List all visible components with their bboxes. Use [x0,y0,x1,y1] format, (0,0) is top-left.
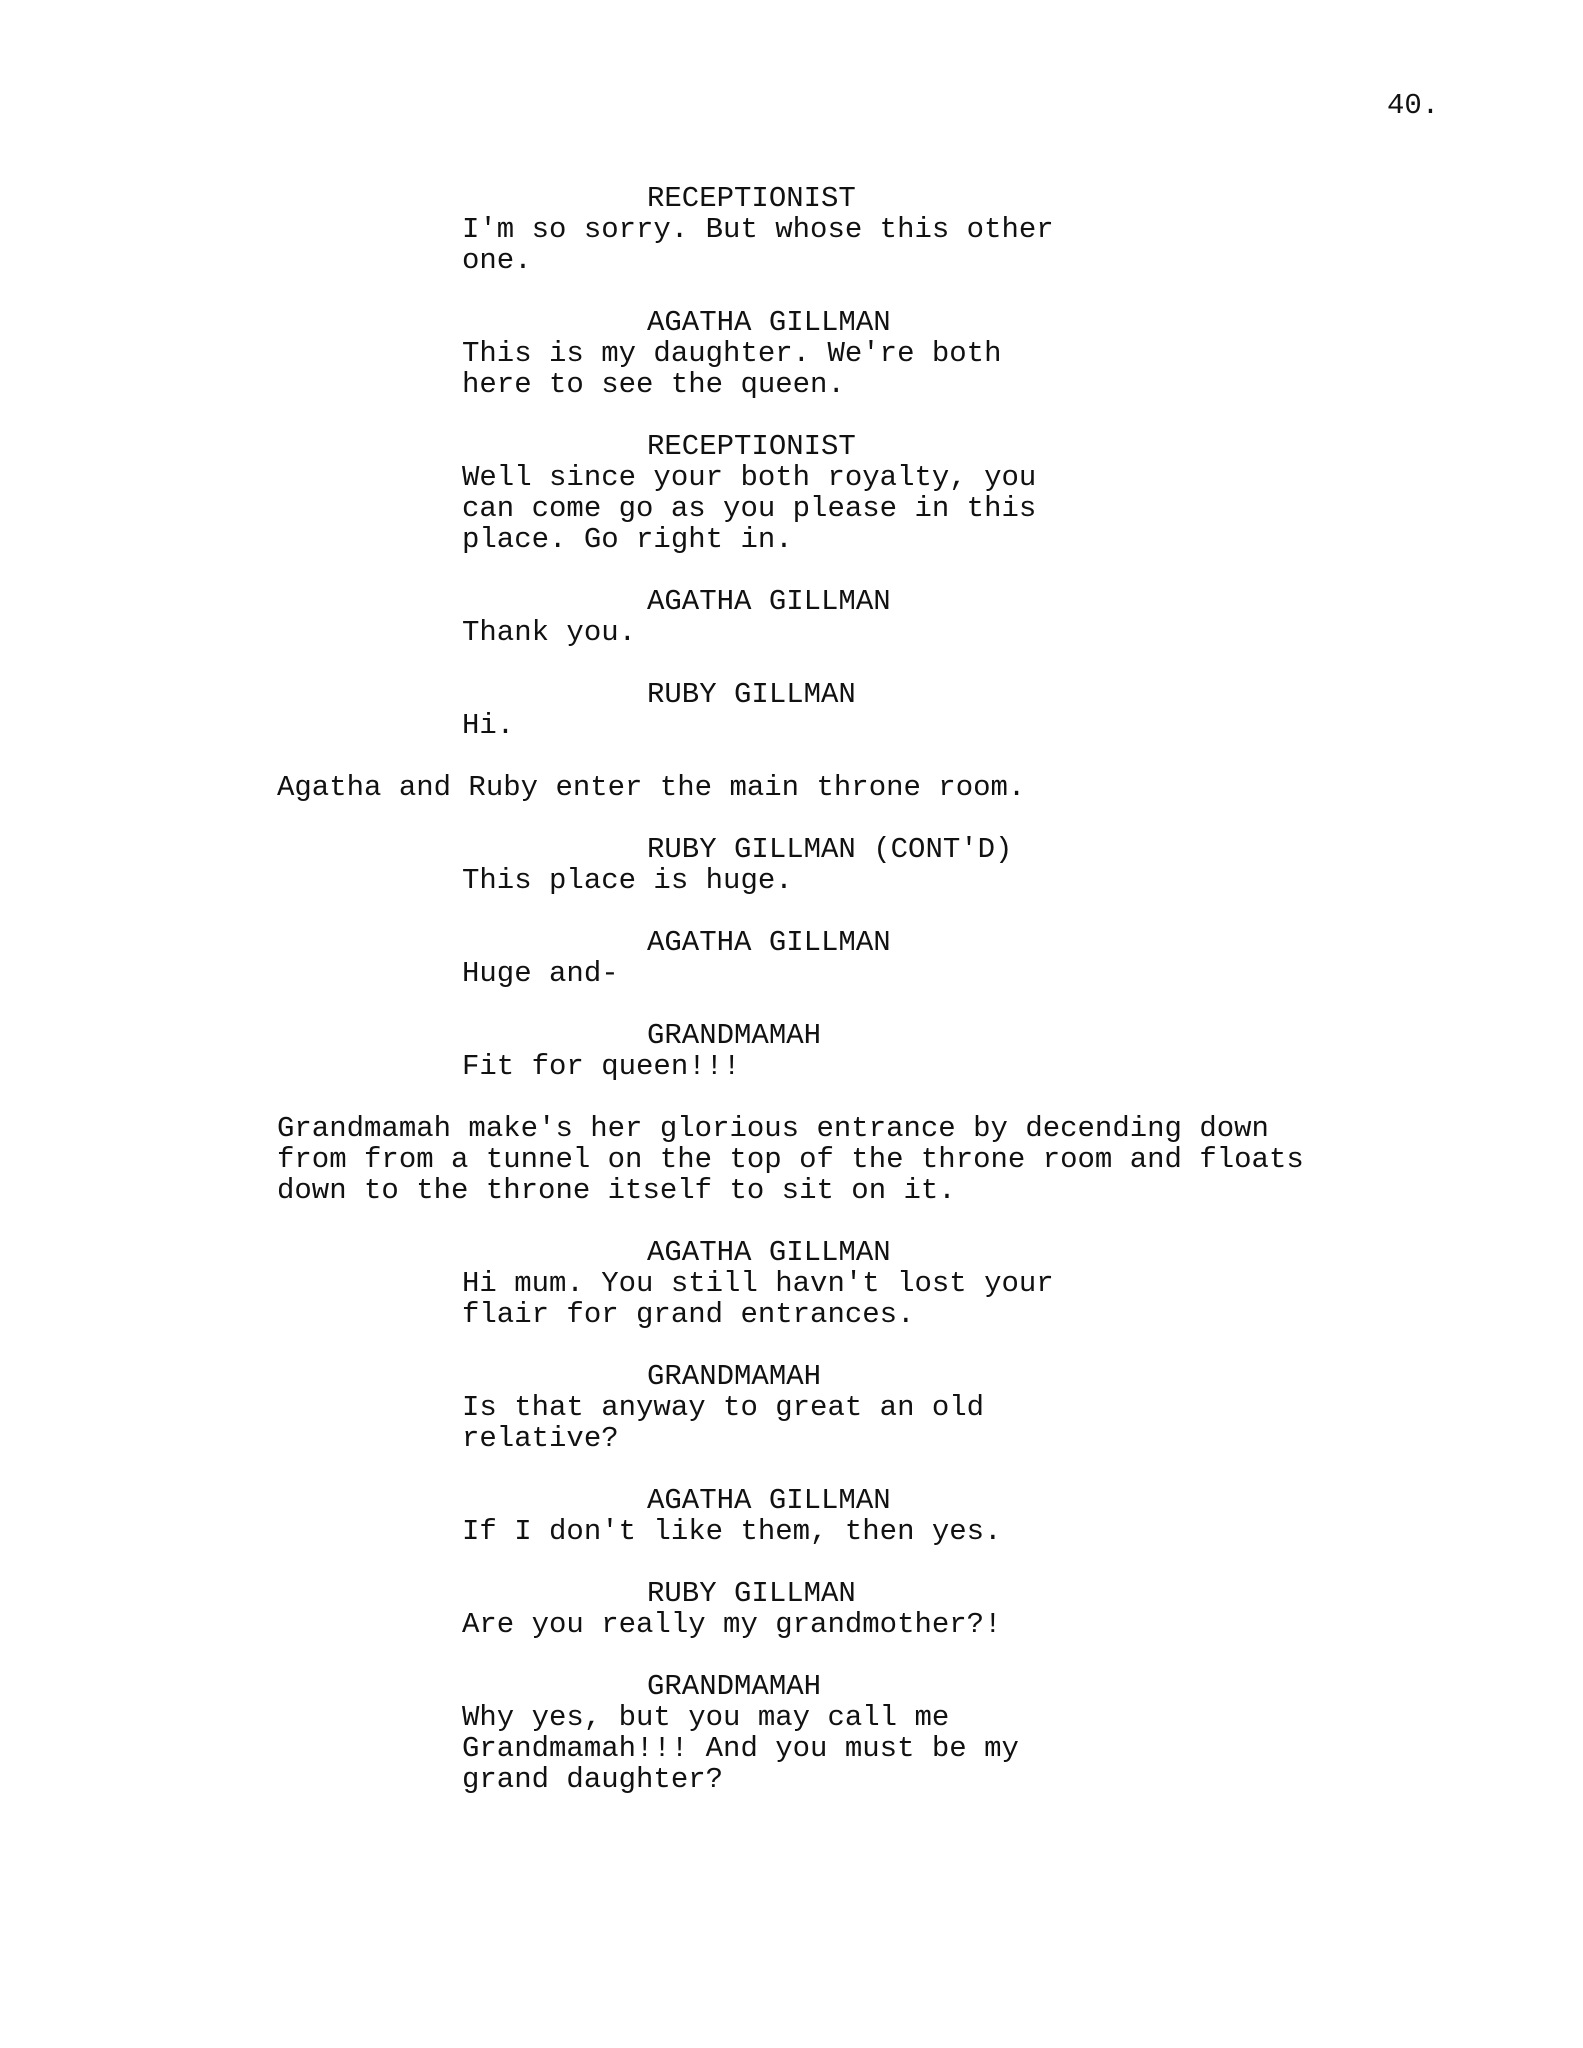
dialogue-line: flair for grand entrances. [462,1298,915,1331]
dialogue-block [0,1578,1583,1640]
dialogue-line: here to see the queen. [462,368,845,401]
dialogue-block [0,927,1583,989]
character-name: AGATHA GILLMAN [647,1484,891,1517]
dialogue-line: Is that anyway to great an old [462,1391,985,1424]
action-block [0,1113,1583,1206]
dialogue-block [0,183,1583,276]
dialogue-block [0,1671,1583,1795]
character-name: RUBY GILLMAN [647,1577,856,1610]
character-name: AGATHA GILLMAN [647,1236,891,1269]
dialogue-line: Grandmamah!!! And you must be my [462,1732,1019,1765]
action-line: Grandmamah make's her glorious entrance by decending down [277,1112,1269,1145]
action-line: from from a tunnel on the top of the throne room and floats [277,1143,1304,1176]
dialogue-line: Huge and- [462,957,619,990]
dialogue-block [0,679,1583,741]
dialogue-line: I'm so sorry. But whose this other [462,213,1054,246]
dialogue-line: If I don't like them, then yes. [462,1515,1002,1548]
dialogue-line: grand daughter? [462,1763,724,1796]
character-name: RUBY GILLMAN (CONT'D) [647,833,1013,866]
action-line: Agatha and Ruby enter the main throne room. [277,771,1026,804]
character-name: GRANDMAMAH [647,1019,822,1052]
dialogue-line: Why yes, but you may call me [462,1701,950,1734]
page-number: 40. [1387,89,1440,122]
dialogue-block [0,1361,1583,1454]
dialogue-block [0,586,1583,648]
dialogue-line: This place is huge. [462,864,793,897]
dialogue-block [0,431,1583,555]
dialogue-block [0,834,1583,896]
dialogue-block [0,1020,1583,1082]
character-name: RUBY GILLMAN [647,678,856,711]
dialogue-line: Thank you. [462,616,637,649]
dialogue-block [0,1485,1583,1547]
action-line: down to the throne itself to sit on it. [277,1174,956,1207]
dialogue-line: one. [462,244,532,277]
character-name: RECEPTIONIST [647,430,856,463]
character-name: AGATHA GILLMAN [647,306,891,339]
character-name: AGATHA GILLMAN [647,926,891,959]
character-name: GRANDMAMAH [647,1670,822,1703]
dialogue-line: Hi mum. You still havn't lost your [462,1267,1054,1300]
dialogue-line: Well since your both royalty, you [462,461,1037,494]
dialogue-line: Are you really my grandmother?! [462,1608,1002,1641]
dialogue-line: can come go as you please in this [462,492,1037,525]
dialogue-line: place. Go right in. [462,523,793,556]
dialogue-line: Fit for queen!!! [462,1050,741,1083]
character-name: GRANDMAMAH [647,1360,822,1393]
dialogue-line: relative? [462,1422,619,1455]
action-block [0,772,1583,803]
screenplay-body [0,183,1583,1826]
dialogue-line: Hi. [462,709,515,742]
character-name: RECEPTIONIST [647,182,856,215]
dialogue-block [0,307,1583,400]
dialogue-block [0,1237,1583,1330]
dialogue-line: This is my daughter. We're both [462,337,1002,370]
character-name: AGATHA GILLMAN [647,585,891,618]
